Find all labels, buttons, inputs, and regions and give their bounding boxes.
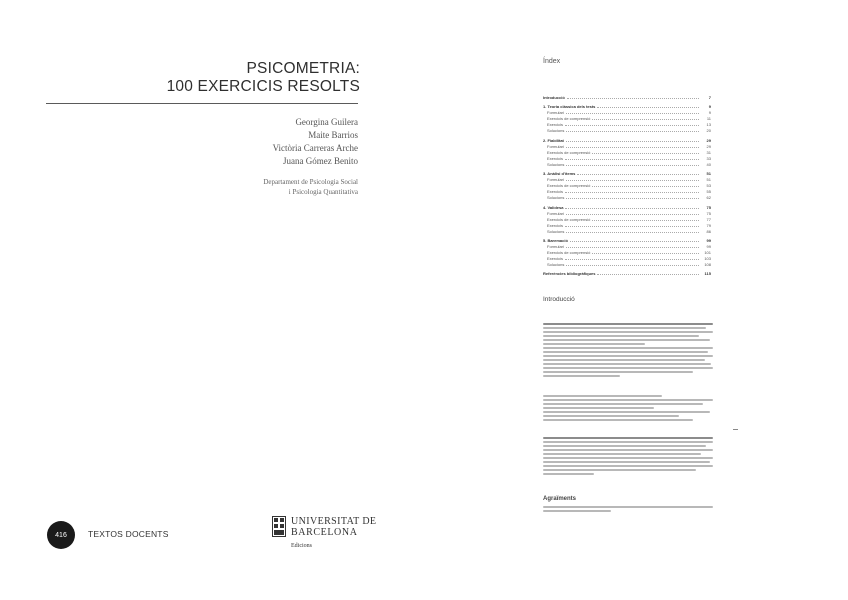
toc-entry-page: 11 (706, 116, 711, 122)
index-heading: Índex (543, 58, 561, 65)
toc-entry-label: Formulari (547, 110, 564, 116)
publisher-sub: Edicions (291, 543, 312, 549)
toc-entry-label: Solucions (547, 128, 565, 134)
toc-leader (592, 183, 699, 187)
department-line-2: i Psicologia Quantitativa (288, 188, 358, 196)
toc-leader (566, 162, 699, 166)
author: Victòria Carreras Arche (272, 143, 358, 153)
toc-leader (565, 189, 699, 193)
table-of-contents (543, 95, 711, 278)
toc-leader (592, 217, 699, 221)
publisher-logo (272, 516, 376, 538)
toc-entry-page: 75 (706, 204, 711, 210)
toc-entry-page: 20 (706, 128, 711, 134)
toc-entry-label: 1. Teoria clàssica dels tests (543, 104, 596, 110)
acknowledgements-paragraph (543, 506, 713, 514)
toc-leader (592, 116, 699, 120)
toc-entry-label: Solucions (547, 195, 565, 201)
toc-entry-label: Exercicis de comprensió (547, 183, 591, 189)
toc-leader (597, 104, 699, 108)
title-line-2: 100 EXERCICIS RESOLTS (166, 78, 360, 95)
toc-entry-label: 3. Anàlisi d'ítems (543, 171, 576, 177)
toc-leader (566, 229, 699, 233)
department-line-1: Departament de Psicologia Social (263, 178, 358, 186)
toc-entry-page: 77 (706, 216, 711, 222)
toc-leader (566, 128, 699, 132)
intro-list (543, 395, 713, 423)
toc-entry-label: 5. Baremació (543, 237, 568, 243)
toc-entry-page: 79 (706, 222, 711, 228)
toc-entry[interactable] (543, 271, 711, 277)
toc-leader (565, 205, 699, 209)
toc-leader (566, 195, 699, 199)
series-number: 416 (55, 531, 67, 539)
toc-leader (566, 144, 699, 148)
toc-entry-label: Exercicis (547, 122, 564, 128)
toc-leader (566, 244, 699, 248)
toc-leader (565, 156, 699, 160)
toc-entry-label: Introducció (543, 95, 565, 100)
toc-leader (570, 238, 699, 242)
introduction-heading: Introducció (543, 296, 575, 303)
toc-entry-label: Formulari (547, 244, 564, 250)
toc-entry-page: 115 (704, 271, 711, 277)
toc-leader (566, 138, 699, 142)
toc-entry-page: 31 (706, 149, 711, 155)
toc-entry-page: 13 (706, 122, 711, 128)
toc-entry[interactable] (543, 128, 711, 134)
toc-entry-label: Exercicis (547, 155, 564, 161)
toc-entry-page: 29 (706, 143, 711, 149)
toc-leader (577, 171, 699, 175)
toc-entry-page: 9 (708, 104, 711, 110)
toc-leader (565, 223, 699, 227)
toc-entry-label: Exercicis (547, 256, 564, 262)
toc-entry[interactable] (543, 162, 711, 168)
toc-entry-page: 33 (706, 155, 711, 161)
university-shield-icon (272, 516, 286, 538)
toc-entry-label: Formulari (547, 177, 564, 183)
department (200, 177, 358, 197)
toc-entry-page: 53 (706, 183, 711, 189)
toc-leader (567, 95, 699, 99)
author: Georgina Guilera (295, 117, 358, 127)
toc-entry-page: 9 (708, 110, 711, 116)
toc-entry-page: 99 (706, 237, 711, 243)
author: Maite Barrios (308, 130, 358, 140)
acknowledgements-heading: Agraïments (543, 496, 577, 502)
series-name: TEXTOS DOCENTS (88, 529, 169, 539)
author-list (200, 116, 358, 168)
publisher-line-2: BARCELONA (291, 527, 358, 538)
toc-entry-label: Exercicis (547, 222, 564, 228)
toc-entry-label: Exercicis de comprensió (547, 216, 591, 222)
toc-leader (566, 211, 699, 215)
title-rule (46, 103, 358, 104)
author: Juana Gómez Benito (283, 156, 358, 166)
toc-entry-page: 7 (708, 95, 711, 100)
toc-entry[interactable] (543, 195, 711, 201)
toc-entry-page: 108 (704, 262, 711, 268)
page-mark (733, 429, 738, 430)
toc-entry-page: 62 (706, 195, 711, 201)
series-number-badge (47, 521, 75, 549)
toc-entry-label: 4. Validesa (543, 204, 564, 210)
toc-leader (592, 150, 699, 154)
toc-entry[interactable] (543, 95, 711, 101)
toc-entry-label: 2. Fiabilitat (543, 137, 564, 143)
toc-entry-page: 55 (706, 189, 711, 195)
toc-leader (565, 122, 699, 126)
intro-paragraph (543, 323, 713, 379)
book-title (150, 60, 360, 96)
toc-entry-label: Formulari (547, 143, 564, 149)
toc-leader (597, 271, 699, 275)
toc-entry-page: 103 (704, 256, 711, 262)
toc-entry-label: Exercicis de comprensió (547, 116, 591, 122)
toc-leader (566, 110, 699, 114)
toc-leader (565, 256, 699, 260)
toc-entry-label: Exercicis (547, 189, 564, 195)
toc-entry-label: Exercicis de comprensió (547, 250, 591, 256)
toc-entry-page: 51 (706, 177, 711, 183)
intro-paragraph-2 (543, 437, 713, 477)
toc-leader (566, 177, 699, 181)
toc-entry-page: 75 (706, 210, 711, 216)
toc-entry-label: Solucions (547, 161, 565, 167)
toc-entry-page: 51 (706, 171, 711, 177)
toc-entry-label: Referències bibliogràfiques (543, 271, 596, 277)
toc-leader (566, 262, 699, 266)
toc-entry[interactable] (543, 262, 711, 268)
toc-entry-label: Formulari (547, 210, 564, 216)
title-line-1: PSICOMETRIA: (246, 60, 360, 77)
toc-entry-page: 86 (706, 228, 711, 234)
toc-entry-label: Exercicis de comprensió (547, 149, 591, 155)
toc-entry-label: Solucions (547, 228, 565, 234)
toc-entry-page: 29 (706, 137, 711, 143)
publisher-line-1: UNIVERSITAT DE (291, 516, 377, 527)
toc-leader (592, 250, 699, 254)
toc-entry-page: 40 (706, 161, 711, 167)
toc-entry-label: Solucions (547, 262, 565, 268)
toc-entry-page: 99 (706, 244, 711, 250)
toc-entry-page: 101 (704, 250, 711, 256)
toc-entry[interactable] (543, 229, 711, 235)
